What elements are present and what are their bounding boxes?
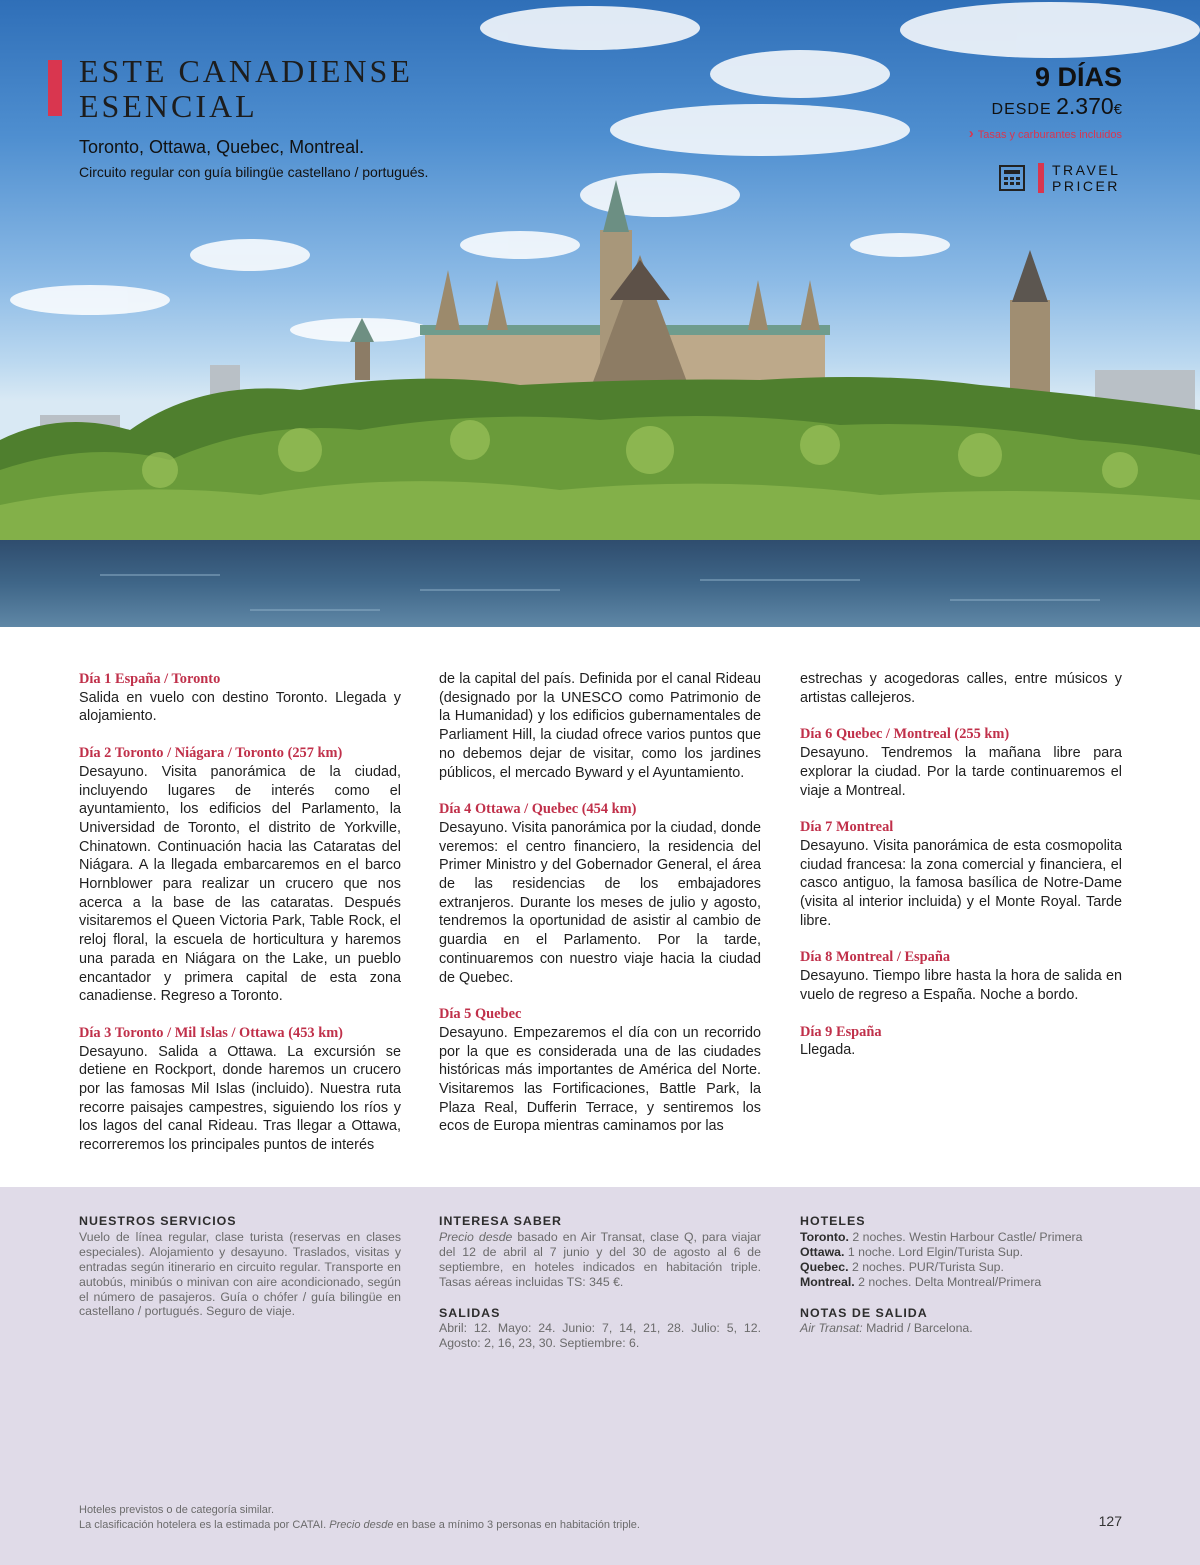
itinerary-day-3 <box>79 1024 401 1155</box>
good-to-know-section <box>439 1214 761 1367</box>
day-text: Desayuno. Tiempo libre hasta la hora de salida en vuelo de regreso a España. Noche a bordo. <box>800 968 1122 1003</box>
trip-duration: 9 DÍAS <box>1034 62 1122 92</box>
hotel-city: Ottawa. <box>800 1244 845 1259</box>
footnote-line1: Hoteles previstos o de categoría similar. <box>79 1504 275 1516</box>
hotel-item <box>800 1275 1122 1290</box>
itinerary-day-3-continued <box>439 670 761 782</box>
footnote-line2-end: en base a mínimo 3 personas en habitación triple. <box>396 1518 640 1531</box>
itinerary-day-5-continued <box>800 670 1122 707</box>
calculator-icon <box>999 165 1025 191</box>
travel-pricer-line1: TRAVEL <box>1052 162 1121 178</box>
hotels-section <box>800 1214 1122 1352</box>
day-text: Desayuno. Visita panorámica de la ciudad, incluyendo lugares de interés como el ayuntamiento, los edificios del Parlamento, la Universidad de Toronto, el distrito de Yorkville, Chinatown. Continuación hacia las Cataratas del Niágara. A la llegada embarcaremos en el barco Hornblower para realizar un crucero que nos acerca a la base de las cataratas. Después visitaremos el Queen Victoria Park, Table Rock, el reloj floral, la escuela de horticultura y haremos una parada en Niágara on the Lake, un pueblo encantador y primera capital de esta zona canadiense. Regreso a Toronto. <box>79 763 401 1005</box>
itinerary-day-5 <box>439 1005 761 1136</box>
footnote-line2 <box>79 1518 640 1533</box>
title-accent-bar <box>48 60 62 116</box>
taxes-note-text: Tasas y carburantes incluidos <box>977 129 1122 141</box>
day-title: Día 1 España / Toronto <box>79 671 221 687</box>
departure-cities: Madrid / Barcelona. <box>866 1321 973 1336</box>
chevron-right-icon: › <box>968 125 974 142</box>
footnote-price-from: Precio desde <box>329 1518 394 1531</box>
airline-label: Air Transat: <box>800 1321 863 1336</box>
hotel-item <box>800 1245 1122 1260</box>
hotel-detail: 2 noches. Delta Montreal/Primera <box>858 1274 1042 1289</box>
day-text: Desayuno. Salida a Ottawa. La excursión se detiene en Rockport, donde haremos un crucero por las famosas Mil Islas (incluido). Nuestra ruta recorre paisajes campestres, siguiendo los ríos y los lagos del canal Rideau. Tras llegar a Ottawa, recorreremos los principales puntos de interés <box>79 1043 401 1154</box>
services-section <box>79 1214 401 1335</box>
day-title: Día 6 Quebec / Montreal (255 km) <box>800 726 1010 743</box>
hotel-detail: 2 noches. PUR/Turista Sup. <box>851 1259 1004 1274</box>
hero-photo <box>0 0 1200 627</box>
itinerary-day-7 <box>800 818 1122 930</box>
good-to-know-body: basado en Air Transat, clase Q, para viajar del 12 de abril al 7 junio y del 30 de agosto al 6 de septiembre, en hoteles indicados en habitación triple. Tasas aéreas incluidas TS: 345 €. <box>439 1229 761 1289</box>
day-text: Desayuno. Tendremos la mañana libre para explorar la ciudad. Por la tarde continuaremos el viaje a Montreal. <box>800 745 1122 799</box>
departure-notes-heading: NOTAS DE SALIDA <box>800 1305 928 1320</box>
day-title: Día 4 Ottawa / Quebec (454 km) <box>439 801 637 818</box>
day-title: Día 9 España <box>800 1023 882 1040</box>
trip-title-line1: ESTE CANADIENSE <box>79 53 413 89</box>
travel-pricer-accent-bar <box>1038 163 1044 193</box>
departures-heading: SALIDAS <box>439 1305 501 1320</box>
trip-cities: Toronto, Ottawa, Quebec, Montreal. <box>79 137 365 157</box>
hotel-item <box>800 1260 1122 1275</box>
day-title: Día 2 Toronto / Niágara / Toronto (257 km) <box>79 745 343 762</box>
travel-pricer-badge <box>1052 162 1120 194</box>
hotels-heading: HOTELES <box>800 1214 866 1228</box>
trip-guide-note: Circuito regular con guía bilingüe castellano / portugués. <box>79 164 429 180</box>
price-currency: € <box>1113 101 1122 118</box>
travel-pricer-line2: PRICER <box>1052 178 1120 194</box>
day-title: Día 8 Montreal / España <box>800 949 951 966</box>
price-from-label: Precio desde <box>439 1229 513 1244</box>
trip-price <box>992 93 1122 120</box>
good-to-know-text <box>439 1230 761 1290</box>
hotel-detail: 2 noches. Westin Harbour Castle/ Primera <box>852 1229 1083 1244</box>
price-amount: 2.370 <box>1056 93 1114 119</box>
itinerary-column-1 <box>79 670 401 1173</box>
hotel-city: Toronto. <box>800 1229 849 1244</box>
day-text: Llegada. <box>800 1042 856 1059</box>
footnote-line2-start: La clasificación hotelera es la estimada por CATAI. <box>79 1518 327 1531</box>
day-text: estrechas y acogedoras calles, entre músicos y artistas callejeros. <box>800 671 1122 706</box>
departure-notes-text <box>800 1321 1122 1336</box>
itinerary-day-9 <box>800 1023 1122 1060</box>
good-to-know-heading: INTERESA SABER <box>439 1214 563 1228</box>
day-text: de la capital del país. Definida por el canal Rideau (designado por la UNESCO como Patrimonio de la Humanidad) y los edificios gubernamentales de Parliament Hill, la ciudad ofrece varios puntos que no debemos dejar de visitar, como los jardines públicos, el mercado Byward y el Ayuntamiento. <box>439 671 761 781</box>
itinerary-column-3 <box>800 670 1122 1078</box>
hotel-item <box>800 1230 1122 1245</box>
price-prefix: DESDE <box>991 101 1052 118</box>
day-text: Salida en vuelo con destino Toronto. Llegada y alojamiento. <box>79 689 401 725</box>
day-title: Día 7 Montreal <box>800 819 894 836</box>
day-title: Día 5 Quebec <box>439 1006 522 1023</box>
taxes-note <box>969 125 1122 142</box>
itinerary-day-4 <box>439 800 761 987</box>
itinerary-day-2 <box>79 744 401 1006</box>
hotel-detail: 1 noche. Lord Elgin/Turista Sup. <box>847 1244 1024 1259</box>
footnote <box>79 1503 640 1532</box>
hotel-city: Montreal. <box>800 1274 855 1289</box>
page-number: 127 <box>1098 1513 1122 1529</box>
itinerary-day-8 <box>800 948 1122 1004</box>
hotels-list <box>800 1230 1122 1290</box>
day-text: Desayuno. Visita panorámica de esta cosmopolita ciudad francesa: la zona comercial y financiera, el casco antiguo, la famosa basílica de Notre-Dame (visita al interior incluida) y el Monte Royal. Tarde libre. <box>800 837 1122 929</box>
departures-text: Abril: 12. Mayo: 24. Junio: 7, 14, 21, 28. Julio: 5, 12. Agosto: 2, 16, 23, 30. Septiembre: 6. <box>439 1321 761 1351</box>
hotel-city: Quebec. <box>800 1259 849 1274</box>
itinerary-day-6 <box>800 725 1122 800</box>
day-text: Desayuno. Visita panorámica por la ciudad, donde veremos: el centro financiero, la residencia del Primer Ministro y del Gobernador General, el área de las residencias de los embajadores extranjeros. Durante los meses de julio y agosto, tendremos la oportunidad de asistir al cambio de guardia en el Parlamento. Por la tarde, continuaremos con nuestro viaje hacia la ciudad de Quebec. <box>439 819 761 986</box>
services-text: Vuelo de línea regular, clase turista (reservas en clases especiales). Alojamiento y desayuno. Traslados, visitas y entradas según itinerario en circuito regular. Transporte en autobús, minibús o minivan con aire acondicionado, según el número de pasajeros. Guía o chófer / guía bilingüe en castellano / portugués. Seguro de viaje. <box>79 1229 401 1319</box>
trip-title <box>79 54 413 124</box>
trip-title-line2: ESENCIAL <box>79 88 258 124</box>
day-text: Desayuno. Empezaremos el día con un recorrido por la que es considerada una de las ciudades históricas más importantes de América del Norte. Visitaremos las Fortificaciones, Battle Park, la Plaza Real, Dufferin Terrace, y sentiremos los ecos de Europa mientras caminamos por las <box>439 1024 761 1135</box>
itinerary-day-1 <box>79 670 401 726</box>
day-title: Día 3 Toronto / Mil Islas / Ottawa (453 km) <box>79 1024 343 1041</box>
itinerary-column-2 <box>439 670 761 1154</box>
services-heading: NUESTROS SERVICIOS <box>79 1214 237 1228</box>
